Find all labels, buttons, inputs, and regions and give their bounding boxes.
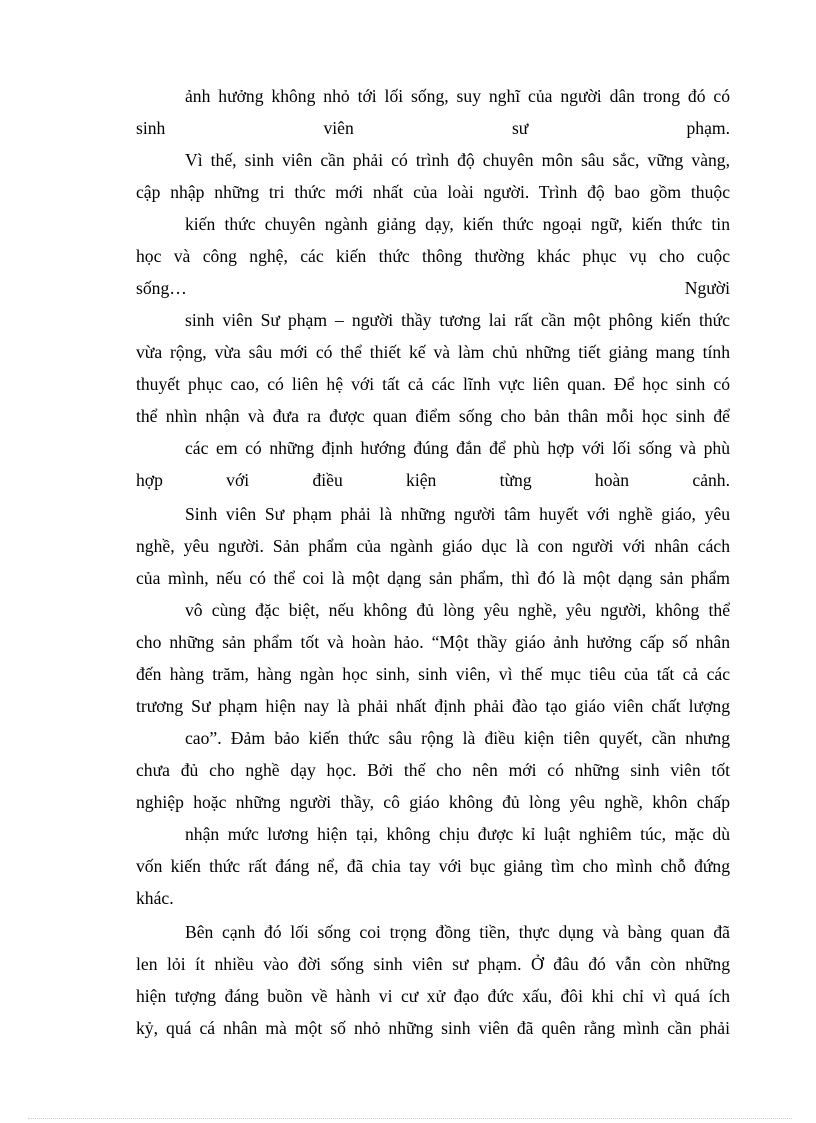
text-line: thể nhìn nhận và đưa ra được quan điểm sống cho bản thân mỗi học sinh để <box>136 406 730 426</box>
text-line: trương Sư phạm hiện nay là phải nhất định phải đào tạo giáo viên chất lượng <box>136 696 730 716</box>
text-line: các em có những định hướng đúng đắn để phù hợp với lối sống và phù <box>185 438 730 458</box>
text-line: hợp với điều kiện từng hoàn cảnh. <box>136 470 730 490</box>
page-bottom-border <box>28 1118 792 1119</box>
text-line: vốn kiến thức rất đáng nể, đã chia tay với bục giảng tìm cho mình chỗ đứng <box>136 856 730 876</box>
text-line: cập nhập những tri thức mới nhất của loài người. Trình độ bao gồm thuộc <box>136 182 730 202</box>
text-line: kiến thức chuyên ngành giảng dạy, kiến thức ngoại ngữ, kiến thức tin <box>185 214 730 234</box>
text-line: của mình, nếu có thể coi là một dạng sản phẩm, thì đó là một dạng sản phẩm <box>136 568 730 588</box>
text-line: cao”. Đảm bảo kiến thức sâu rộng là điều kiện tiên quyết, cần nhưng <box>185 728 730 748</box>
text-line: học và công nghệ, các kiến thức thông thường khác phục vụ cho cuộc <box>136 246 730 266</box>
text-line: Sinh viên Sư phạm phải là những người tâm huyết với nghề giáo, yêu <box>185 504 730 524</box>
text-line: nghiệp hoặc những người thầy, cô giáo không đủ lòng yêu nghề, khôn chấp <box>136 792 730 812</box>
text-line: vô cùng đặc biệt, nếu không đủ lòng yêu nghề, yêu người, không thể <box>185 600 730 620</box>
text-line: thuyết phục cao, có liên hệ với tất cả các lĩnh vực liên quan. Để học sinh có <box>136 374 730 394</box>
text-line: sống… Người <box>136 278 730 298</box>
text-line: len lỏi ít nhiều vào đời sống sinh viên sư phạm. Ở đâu đó vẫn còn những <box>136 954 730 974</box>
text-line: vừa rộng, vừa sâu mới có thể thiết kế và làm chủ những tiết giảng mang tính <box>136 342 730 362</box>
text-line: Vì thế, sinh viên cần phải có trình độ chuyên môn sâu sắc, vững vàng, <box>185 150 730 170</box>
text-line: sinh viên Sư phạm – người thầy tương lai rất cần một phông kiến thức <box>185 310 730 330</box>
text-line: Bên cạnh đó lối sống coi trọng đồng tiền, thực dụng và bàng quan đã <box>185 922 730 942</box>
text-line: nhận mức lương hiện tại, không chịu được kỉ luật nghiêm túc, mặc dù <box>185 824 730 844</box>
text-line: khác. <box>136 888 174 908</box>
text-line: ảnh hưởng không nhỏ tới lối sống, suy nghĩ của người dân trong đó có <box>185 86 730 106</box>
text-line: kỷ, quá cá nhân mà một số nhỏ những sinh viên đã quên rằng mình cần phải <box>136 1018 730 1038</box>
text-line: cho những sản phẩm tốt và hoàn hảo. “Một thầy giáo ảnh hưởng cấp số nhân <box>136 632 730 652</box>
text-line: sinh viên sư phạm. <box>136 118 730 138</box>
text-line: hiện tượng đáng buồn về hành vi cư xử đạo đức xấu, đôi khi chỉ vì quá ích <box>136 986 730 1006</box>
text-line: chưa đủ cho nghề dạy học. Bởi thế cho nên mới có những sinh viên tốt <box>136 760 730 780</box>
text-line: nghề, yêu người. Sản phẩm của ngành giáo dục là con người với nhân cách <box>136 536 730 556</box>
text-line: đến hàng trăm, hàng ngàn học sinh, sinh viên, vì thế mục tiêu của tất cả các <box>136 664 730 684</box>
